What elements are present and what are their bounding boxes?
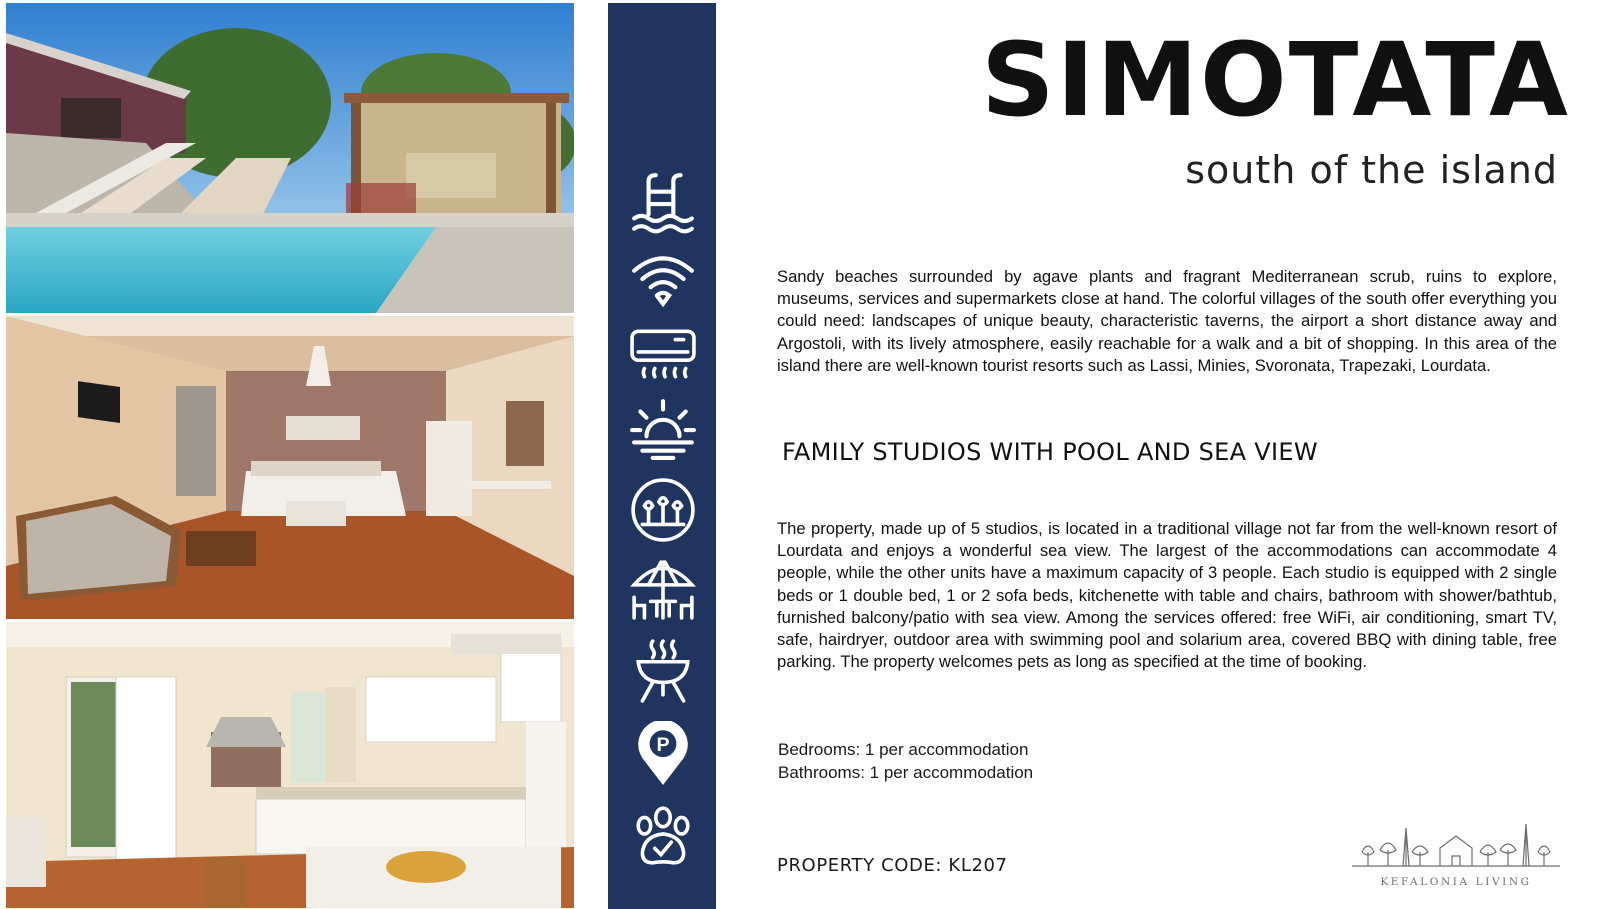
amenity-icon-bar — [608, 3, 716, 909]
bbq-grill-icon — [630, 637, 696, 703]
garden-icon — [630, 477, 696, 543]
paw-icon — [630, 803, 696, 869]
bedroom-photo — [6, 316, 574, 619]
section-heading: FAMILY STUDIOS WITH POOL AND SEA VIEW — [782, 438, 1318, 466]
kitchen-photo — [6, 622, 574, 908]
bedrooms-fact: Bedrooms: 1 per accommodation — [778, 740, 1029, 759]
description-paragraph: The property, made up of 5 studios, is located in a traditional village not far from the well-known resort of Lourdata and enjoys a wonderful sea view. The largest of the accommodations can accommodate 4 people, while the other units have a maximum capacity of 3 people. Each studio is equipped with 2 single beds or 1 double bed, 1 or 2 sofa beds, kitchenette with table and chairs, bathroom with shower/bathtub, furnished balcony/patio with sea view. Among the services offered: free WiFi, air conditioning, smart TV, safe, hairdryer, outdoor area with swimming pool and solarium area, covered BBQ with dining table, free parking. The property welcomes pets as long as specified at the time of booking. — [777, 519, 1557, 672]
umbrella-table-icon — [630, 556, 696, 622]
property-code: PROPERTY CODE: KL207 — [777, 855, 1008, 876]
bathrooms-fact: Bathrooms: 1 per accommodation — [778, 762, 1034, 782]
kefalonia-living-logo — [1348, 822, 1564, 894]
intro-paragraph: Sandy beaches surrounded by agave plants and fragrant Mediterranean scrub, ruins to explore, museums, services and supermarkets close at hand. The colorful villages of the south offer everything you could need: landscapes of unique beauty, characteristic taverns, the airport a short distance away and Argostoli, with its lively atmosphere, easily reachable for a walk and a bit of shopping. In this area of the island there are well-known tourist resorts such as Lassi, Minies, Svoronata, Trapezaki, Lourdata. — [777, 267, 1557, 375]
pool-photo — [6, 3, 574, 313]
page-title: SIMOTATA — [981, 21, 1570, 140]
page-subtitle: south of the island — [1185, 148, 1558, 192]
logo-text: KEFALONIA LIVING — [1380, 876, 1532, 888]
svg-text:P: P — [656, 733, 670, 756]
parking-icon — [630, 721, 696, 787]
pool-icon — [630, 171, 696, 237]
air-conditioner-icon — [630, 321, 696, 387]
accommodation-facts — [778, 739, 1033, 784]
sunrise-icon — [630, 395, 696, 461]
wifi-icon — [630, 246, 696, 312]
